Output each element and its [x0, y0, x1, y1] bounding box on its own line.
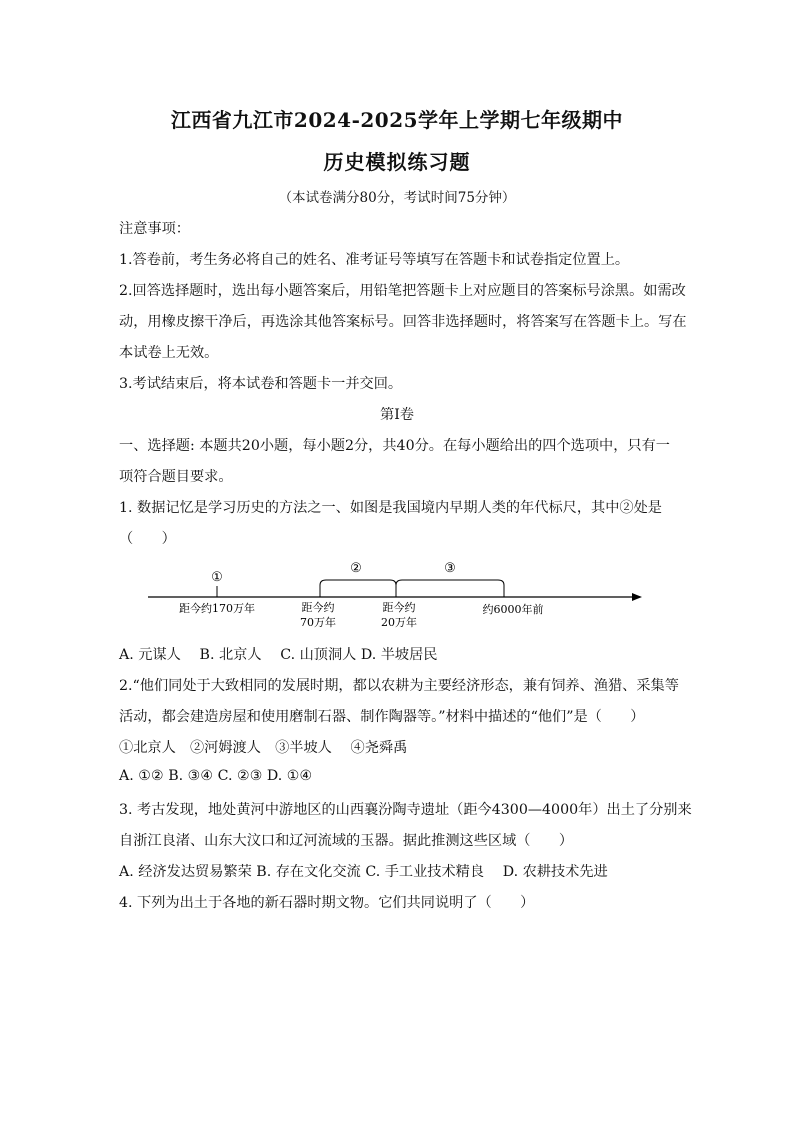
note-item-3: 3.考试结束后，将本试卷和答题卡一并交回。	[119, 376, 403, 392]
question-2-choices: ①北京人 ②河姆渡人 ③半坡人 ④尧舜禹	[119, 740, 408, 756]
exam-subject-title: 历史模拟练习题	[323, 150, 471, 174]
question-3-options: A. 经济发达贸易繁荣 B. 存在文化交流 C. 手工业技术精良 D. 农耕技术先进	[119, 864, 608, 880]
note-item-1: 1.答卷前，考生务必将自己的姓名、准考证号等填写在答题卡和试卷指定位置上。	[119, 252, 630, 268]
question-2-stem-line-2: 活动，都会建造房屋和使用磨制石器、制作陶器等。”材料中描述的“他们”是（ ）	[119, 709, 645, 725]
question-3-stem-line-1: 3. 考古发现，地处黄河中游地区的山西襄汾陶寺遗址（距今4300—4000年）出土了分别来	[119, 802, 692, 818]
note-item-2-line-3: 本试卷上无效。	[119, 345, 219, 361]
exam-title: 江西省九江市2024-2025学年上学期七年级期中	[170, 108, 624, 132]
timeline-label-1: 距今约170万年	[179, 602, 255, 615]
note-item-2-line-2: 动，用橡皮擦干净后，再选涂其他答案标号。回答非选择题时，将答案写在答题卡上。写在	[119, 314, 687, 330]
section-instructions-line-1: 一、选择题: 本题共20小题，每小题2分，共40分。在每小题给出的四个选项中，只有一	[119, 438, 670, 454]
timeline-figure	[0, 558, 794, 638]
question-1-stem-line-2: （ ）	[119, 531, 176, 547]
notes-heading: 注意事项：	[119, 221, 190, 237]
timeline-label-3-top: 距今约	[382, 601, 416, 614]
note-item-2-line-1: 2.回答选择题时，选出每小题答案后，用铅笔把答题卡上对应题目的答案标号涂黑。如需改	[119, 283, 686, 299]
question-3-stem-line-2: 自浙江良渚、山东大汶口和辽河流域的玉器。据此推测这些区域（ ）	[119, 833, 574, 849]
timeline-arrowhead	[632, 593, 642, 601]
part-label: 第Ⅰ卷	[380, 407, 414, 423]
timeline-label-4: 约6000年前	[482, 603, 544, 616]
question-4-stem: 4. 下列为出土于各地的新石器时期文物。它们共同说明了（ ）	[119, 895, 535, 911]
timeline-label-2-top: 距今约	[301, 601, 335, 614]
bracket-2	[320, 580, 396, 597]
exam-info: （本试卷满分80分，考试时间75分钟）	[278, 190, 516, 206]
bracket-3	[396, 580, 504, 597]
timeline-label-3-bottom: 20万年	[381, 616, 417, 629]
question-2-stem-line-1: 2.“他们同处于大致相同的发展时期，都以农耕为主要经济形态，兼有饲养、渔猎、采集等	[119, 678, 679, 694]
question-1-options: A. 元谋人 B. 北京人 C. 山顶洞人 D. 半坡居民	[119, 647, 438, 663]
marker-1: ①	[211, 570, 223, 585]
question-1-stem-line-1: 1. 数据记忆是学习历史的方法之一、如图是我国境内早期人类的年代标尺，其中②处是	[119, 500, 662, 516]
marker-2: ②	[350, 561, 362, 576]
question-2-options: A. ①② B. ③④ C. ②③ D. ①④	[119, 768, 313, 784]
timeline-label-2-bottom: 70万年	[300, 616, 336, 629]
marker-3: ③	[444, 561, 456, 576]
section-instructions-line-2: 项符合题目要求。	[119, 469, 233, 485]
